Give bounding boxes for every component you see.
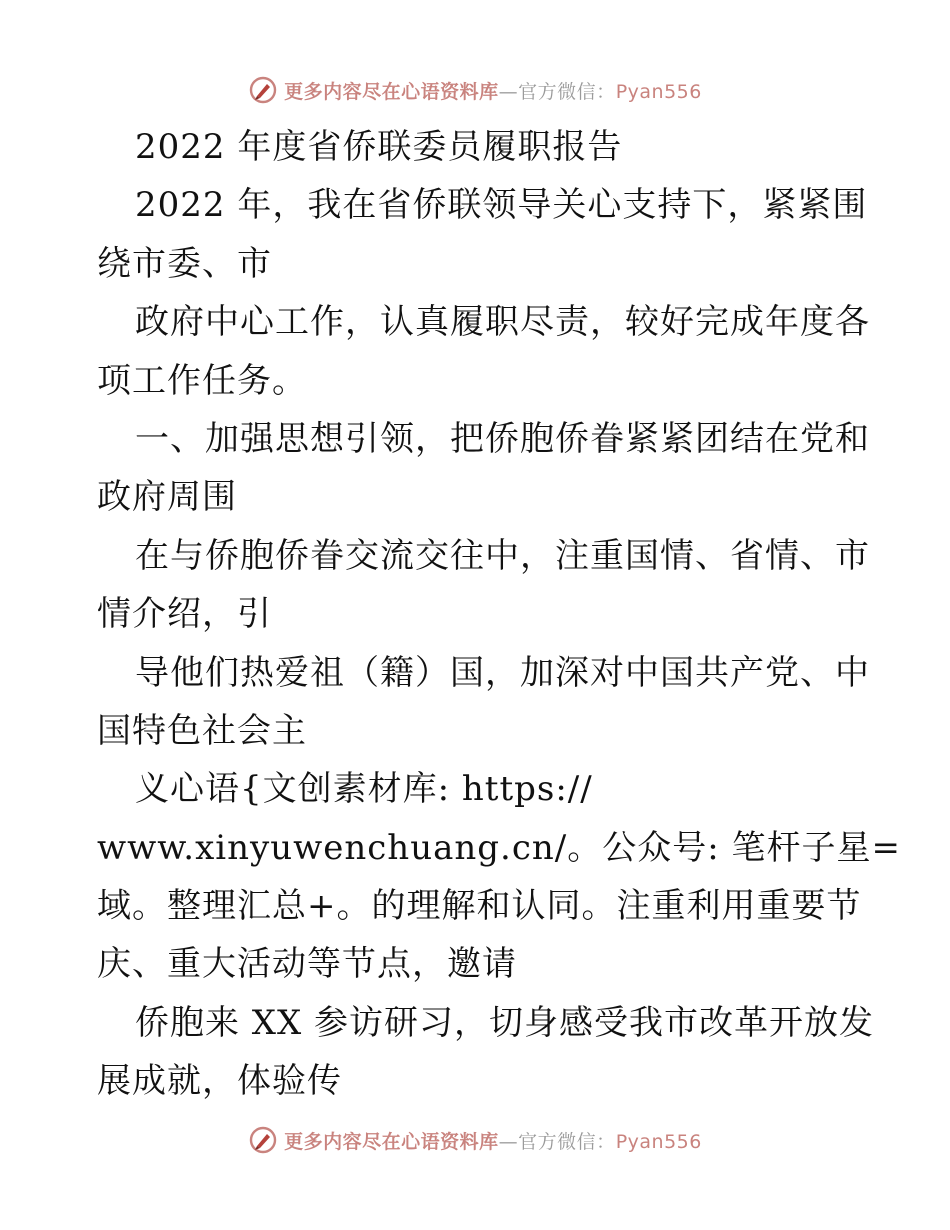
- pen-logo-icon: [248, 75, 278, 105]
- footer-banner-text: [284, 1127, 702, 1154]
- header-dash: —: [498, 80, 519, 103]
- header-banner-text: [284, 77, 702, 104]
- document-line: 2022 年度省侨联委员履职报告: [135, 127, 623, 167]
- document-line: www.xinyuwenchuang.cn/。公众号: 笔杆子星=: [97, 827, 901, 868]
- footer-dash: —: [498, 1130, 519, 1153]
- document-line: 在与侨胞侨眷交流交往中，注重国情、省情、市: [135, 535, 870, 576]
- footer-official-label: 官方微信：: [518, 1130, 616, 1153]
- document-line: 导他们热爱祖（籍）国，加深对中国共产党、中: [135, 652, 870, 693]
- document-line: 绕市委、市: [97, 243, 272, 284]
- document-line: 项工作任务。: [97, 360, 307, 401]
- document-line: 义心语{文创素材库: https://: [135, 769, 593, 810]
- document-line: 情介绍，引: [97, 594, 272, 635]
- document-line: 政府中心工作，认真履职尽责，较好完成年度各: [135, 302, 870, 343]
- header-official-label: 官方微信：: [518, 80, 616, 103]
- pen-logo-icon: [248, 1125, 278, 1155]
- document-line: 庆、重大活动等节点，邀请: [97, 944, 517, 985]
- footer-banner: [0, 1120, 950, 1160]
- header-banner: [0, 70, 950, 110]
- header-wechat-id: Pyan556: [615, 80, 702, 103]
- document-line: 一、加强思想引领，把侨胞侨眷紧紧团结在党和: [135, 418, 870, 459]
- document-line: 国特色社会主: [97, 710, 307, 751]
- document-body: [97, 118, 901, 1111]
- document-line: 域。整理汇总+。的理解和认同。注重利用重要节: [97, 886, 862, 927]
- document-line: 2022 年，我在省侨联领导关心支持下，紧紧围: [135, 185, 868, 226]
- header-brand: 更多内容尽在心语资料库: [284, 80, 499, 103]
- document-line: 侨胞来 XX 参访研习，切身感受我市改革开放发: [135, 1002, 875, 1043]
- footer-wechat-id: Pyan556: [615, 1130, 702, 1153]
- document-line: 展成就，体验传: [97, 1061, 342, 1102]
- footer-brand: 更多内容尽在心语资料库: [284, 1130, 499, 1153]
- document-line: 政府周围: [97, 477, 237, 518]
